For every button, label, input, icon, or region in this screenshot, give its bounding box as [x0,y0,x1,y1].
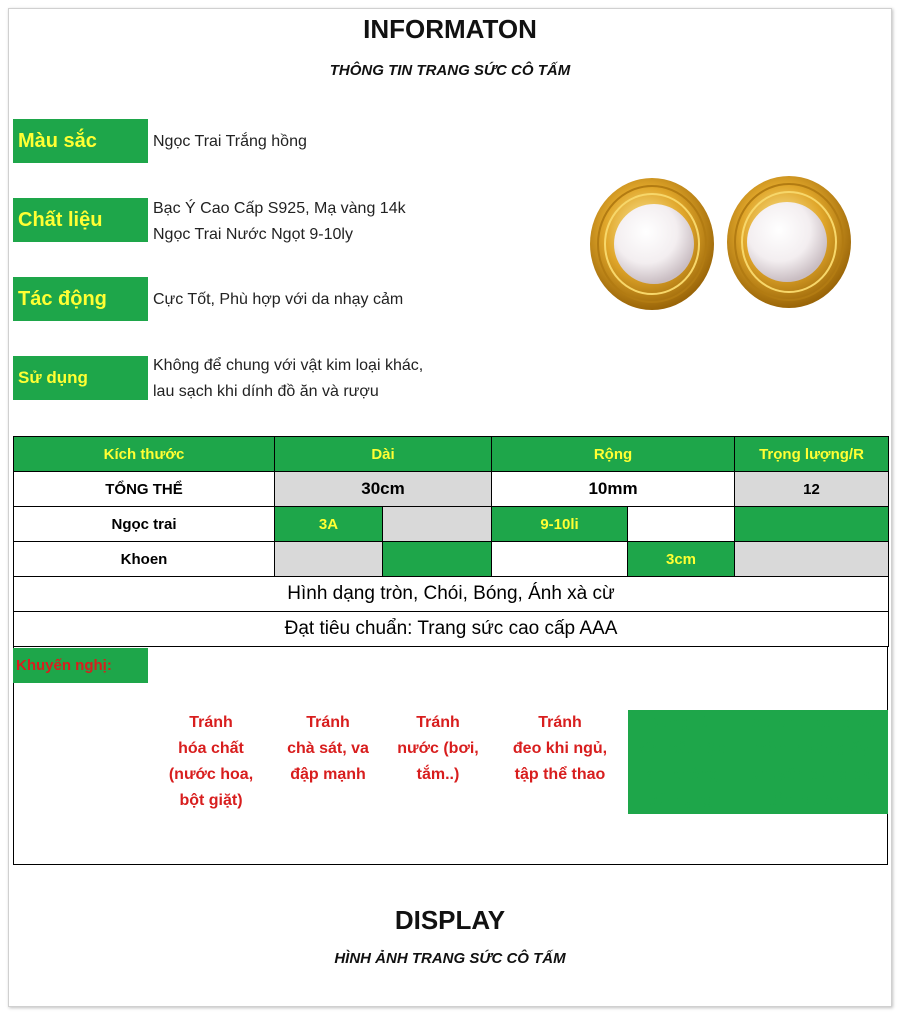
tip-store-in-bag: Đựng túi kín, cất hộp khi không sử dụng [628,710,734,814]
pearl-earring-left-image [588,172,716,312]
pearl-size: 9-10li [492,507,628,542]
standard-row [14,612,889,647]
page-subtitle: THÔNG TIN TRANG SỨC CÔ TẤM [329,62,571,79]
display-subtitle: HÌNH ẢNH TRANG SỨC CÔ TẤM [334,950,566,967]
color-label: Màu sắc [13,119,148,163]
overall-length: 30cm [275,472,492,507]
page-title: INFORMATON [363,14,537,44]
header-size: Kích thước [14,437,275,472]
pearl-empty-1 [383,507,492,542]
ring-empty-1 [275,542,383,577]
tip-clean-soft-cloth: Lau chùi bằng vải mềm hoặc giấy chuyên dụng đã tẩm dưỡng [734,710,888,814]
pearl-grade: 3A [275,507,383,542]
ring-row [14,542,889,577]
effect-value: Cực Tốt, Phù hợp với da nhạy cảm [153,291,404,308]
ring-empty-4 [735,542,889,577]
overall-row [14,472,889,507]
shape-text: Hình dạng tròn, Chói, Bóng, Ánh xà cừ [14,577,889,612]
header-width: Rộng [492,437,735,472]
pearl-row [14,507,889,542]
tip-avoid-chemicals: Tránh hóa chất (nước hoa, bột giặt) [168,714,254,809]
display-title: DISPLAY [394,905,506,935]
ring-label: Khoen [14,542,275,577]
shape-row [14,577,889,612]
spec-table [13,436,889,647]
pearl-empty-3 [735,507,889,542]
tip-avoid-friction: Tránh chà sát, va đập mạnh [287,714,369,783]
overall-width: 10mm [492,472,735,507]
ring-size: 3cm [628,542,735,577]
usage-value: Không để chung với vật kim loại khác, lau sạch khi dính đồ ăn và rượu [153,357,424,400]
pearl-label: Ngọc trai [14,507,275,542]
pearl-earring-right-image [725,172,853,312]
overall-label: TỔNG THỂ [14,472,275,507]
header-length: Dài [275,437,492,472]
usage-label: Sử dụng [13,356,148,400]
ring-empty-2 [383,542,492,577]
standard-text: Đạt tiêu chuẩn: Trang sức cao cấp AAA [14,612,889,647]
material-label: Chất liệu [13,198,148,242]
material-value: Bạc Ý Cao Cấp S925, Mạ vàng 14k Ngọc Trai Nước Ngọt 9-10ly [153,200,406,243]
pearl-empty-2 [628,507,735,542]
effect-label: Tác động [13,277,148,321]
spec-header-row [14,437,889,472]
color-value: Ngọc Trai Trắng hồng [153,133,307,150]
recommendation-label: Khuyến nghị: [13,648,148,683]
overall-weight: 12 [735,472,889,507]
tip-avoid-sleep-sport: Tránh đeo khi ngủ, tập thể thao [512,714,608,783]
header-weight: Trọng lượng/R [735,437,889,472]
tip-avoid-water: Tránh nước (bơi, tắm..) [397,714,479,783]
ring-empty-3 [492,542,628,577]
